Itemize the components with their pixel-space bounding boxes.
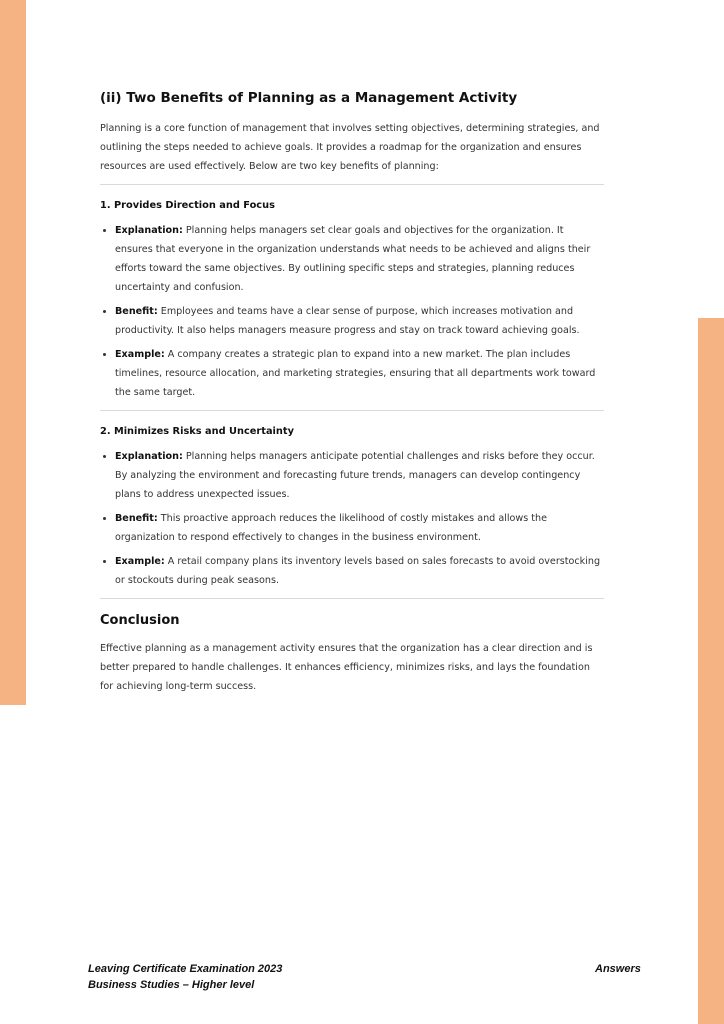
list-item [115,447,604,504]
point-label: Explanation: [115,225,183,236]
left-accent-bar [0,0,26,705]
divider [100,184,604,185]
point-label: Example: [115,556,165,567]
list-item [115,221,604,297]
point-label: Example: [115,349,165,360]
point-text: Planning helps managers anticipate potential challenges and risks before they occur. By analyzing the environment and forecasting future trends, managers can develop contingency plans to address unexpected issues. [115,451,595,500]
point-text: A company creates a strategic plan to expand into a new market. The plan includes timelines, resource allocation, and marketing strategies, ensuring that all departments work toward the same target. [115,349,596,398]
point-label: Benefit: [115,513,158,524]
page-content [100,88,604,696]
section-title: (ii) Two Benefits of Planning as a Management Activity [100,90,518,106]
divider [100,598,604,599]
benefit-2-list [100,447,604,590]
footer-answers-label: Answers [595,963,641,975]
right-accent-bar [698,318,724,1024]
list-item [115,345,604,402]
point-label: Explanation: [115,451,183,462]
conclusion-title: Conclusion [100,613,180,628]
benefit-heading-2: 2. Minimizes Risks and Uncertainty [100,426,294,437]
footer-line-1: Leaving Certificate Examination 2023 [88,963,283,975]
list-item [115,302,604,340]
point-text: This proactive approach reduces the likelihood of costly mistakes and allows the organization to respond effectively to changes in the business environment. [115,513,548,543]
footer-line-2: Business Studies – Higher level [88,979,255,991]
benefit-heading-1: 1. Provides Direction and Focus [100,200,275,211]
point-text: Employees and teams have a clear sense of purpose, which increases motivation and productivity. It also helps managers measure progress and stay on track toward achieving goals. [115,306,580,336]
intro-paragraph: Planning is a core function of management that involves setting objectives, determining strategies, and outlining the steps needed to achieve goals. It provides a roadmap for the organization and ensures resources are used effectively. Below are two key benefits of planning: [100,123,600,172]
list-item [115,509,604,547]
conclusion-paragraph: Effective planning as a management activity ensures that the organization has a clear direction and is better prepared to handle challenges. It enhances efficiency, minimizes risks, and lays the foundation for achieving long-term success. [100,643,593,692]
list-item [115,552,604,590]
point-label: Benefit: [115,306,158,317]
footer-exam-info [88,961,282,993]
point-text: Planning helps managers set clear goals and objectives for the organization. It ensures that everyone in the organization understands what needs to be achieved and aligns their efforts toward the same objectives. By outlining specific steps and strategies, planning reduces uncertainty and confusion. [115,225,591,293]
benefit-1-list [100,221,604,402]
point-text: A retail company plans its inventory levels based on sales forecasts to avoid overstocking or stockouts during peak seasons. [115,556,601,586]
divider [100,410,604,411]
